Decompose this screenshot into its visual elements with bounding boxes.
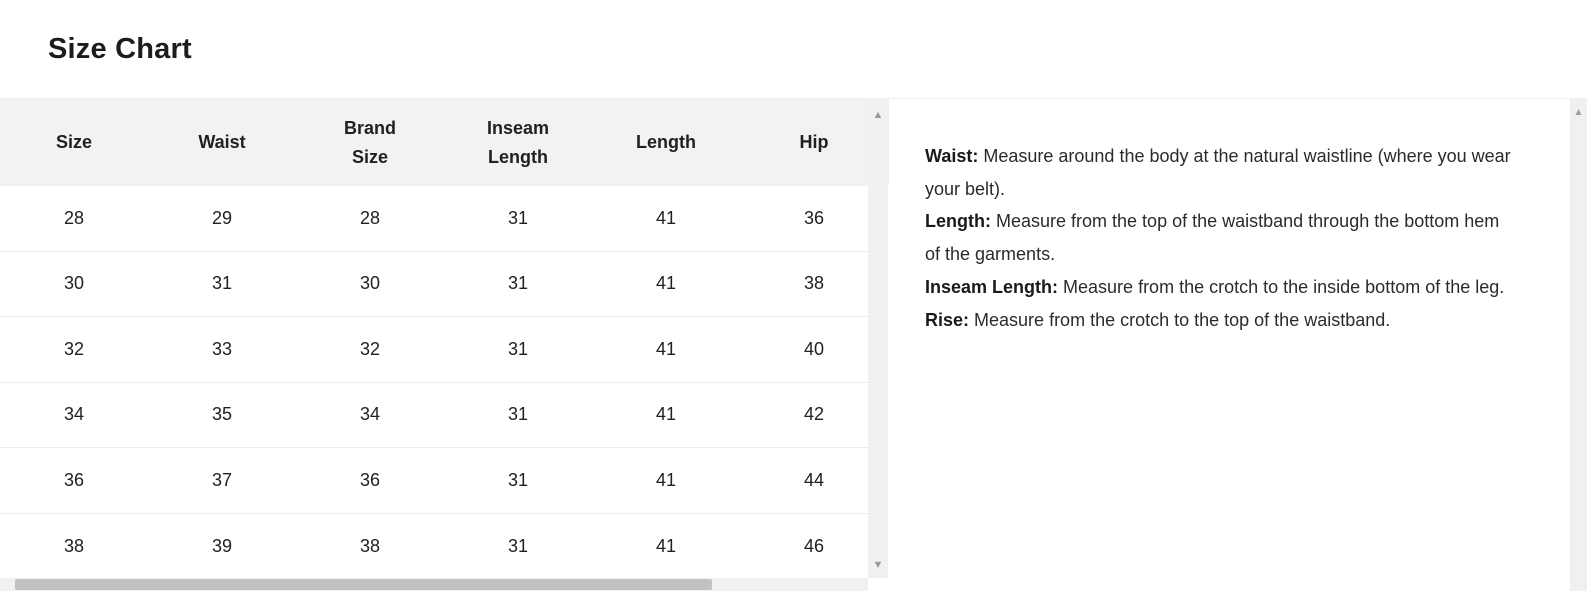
column-header: Brand Size [343, 117, 396, 167]
table-cell: 38 [359, 535, 381, 556]
scroll-up-icon[interactable]: ▲ [1573, 107, 1584, 118]
table-cell: 31 [507, 207, 529, 228]
scroll-down-icon[interactable]: ▼ [872, 559, 884, 571]
table-cell: 31 [507, 469, 529, 490]
table-cell: 44 [803, 469, 825, 490]
column-header: Waist [198, 132, 246, 152]
table-cell: 31 [507, 404, 529, 425]
size-table-body [0, 186, 889, 579]
table-cell: 31 [507, 273, 529, 294]
column-header: Hip [799, 132, 829, 152]
table-cell: 30 [359, 273, 381, 294]
table-cell: 41 [655, 469, 677, 490]
column-header: Size [55, 132, 93, 152]
table-cell: 29 [211, 207, 233, 228]
table-cell: 33 [211, 338, 233, 359]
table-row [0, 252, 889, 318]
table-cell: 34 [63, 404, 85, 425]
table-cell: 31 [507, 338, 529, 359]
note-label: Length: [925, 211, 991, 232]
table-cell: 36 [359, 469, 381, 490]
note-label: Inseam Length: [925, 276, 1059, 297]
table-horizontal-scrollbar[interactable] [0, 578, 868, 591]
table-cell: 34 [359, 404, 381, 425]
table-cell: 41 [655, 207, 677, 228]
table-cell: 31 [211, 273, 233, 294]
table-cell: 37 [211, 469, 233, 490]
table-cell: 41 [655, 338, 677, 359]
table-cell: 38 [803, 273, 825, 294]
table-cell: 41 [655, 535, 677, 556]
table-cell: 40 [803, 338, 825, 359]
table-cell: 39 [211, 535, 233, 556]
size-table [0, 99, 889, 591]
scroll-up-icon[interactable]: ▲ [872, 109, 884, 121]
table-cell: 28 [359, 207, 381, 228]
note-text: Measure from the crotch to the top of the waistband. [974, 309, 1391, 330]
table-cell: 36 [63, 469, 85, 490]
page-vertical-scrollbar[interactable] [1570, 99, 1587, 591]
scrollbar-corner [868, 578, 889, 591]
horizontal-scrollbar-thumb[interactable] [15, 579, 712, 590]
table-row [0, 186, 889, 252]
table-cell: 28 [63, 207, 85, 228]
note-label: Rise: [925, 309, 970, 330]
table-cell: 32 [63, 338, 85, 359]
table-cell: 35 [211, 404, 233, 425]
title-bar [0, 0, 1587, 98]
table-cell: 31 [507, 535, 529, 556]
table-row [0, 448, 889, 514]
content-area [0, 98, 1587, 591]
page-title: Size Chart [48, 33, 192, 65]
table-vertical-scrollbar[interactable] [868, 101, 888, 578]
note-text: Measure from the crotch to the inside bottom of the leg. [1063, 276, 1505, 297]
column-header: Length [636, 132, 696, 152]
table-cell: 32 [359, 338, 381, 359]
note-rise [925, 304, 1513, 337]
column-header: Inseam Length [486, 117, 550, 167]
measurement-notes [925, 140, 1513, 336]
measurement-notes-panel [889, 99, 1587, 591]
table-row [0, 383, 889, 449]
table-cell: 41 [655, 404, 677, 425]
note-label: Waist: [925, 146, 979, 166]
table-cell: 30 [63, 273, 85, 294]
note-inseam-length [925, 271, 1513, 304]
note-text: Measure from the top of the waistband through the bottom hem of the garments. [925, 211, 1500, 265]
table-cell: 38 [63, 535, 85, 556]
table-cell: 41 [655, 273, 677, 294]
table-row [0, 317, 889, 383]
table-row [0, 514, 889, 580]
table-cell: 36 [803, 207, 825, 228]
size-table-header-row [0, 99, 889, 186]
table-cell: 46 [803, 535, 825, 556]
note-text: Measure around the body at the natural waistline (where you wear your belt). [925, 146, 1511, 199]
table-cell: 42 [803, 404, 825, 425]
note-waist [925, 140, 1513, 205]
note-length [925, 205, 1513, 270]
